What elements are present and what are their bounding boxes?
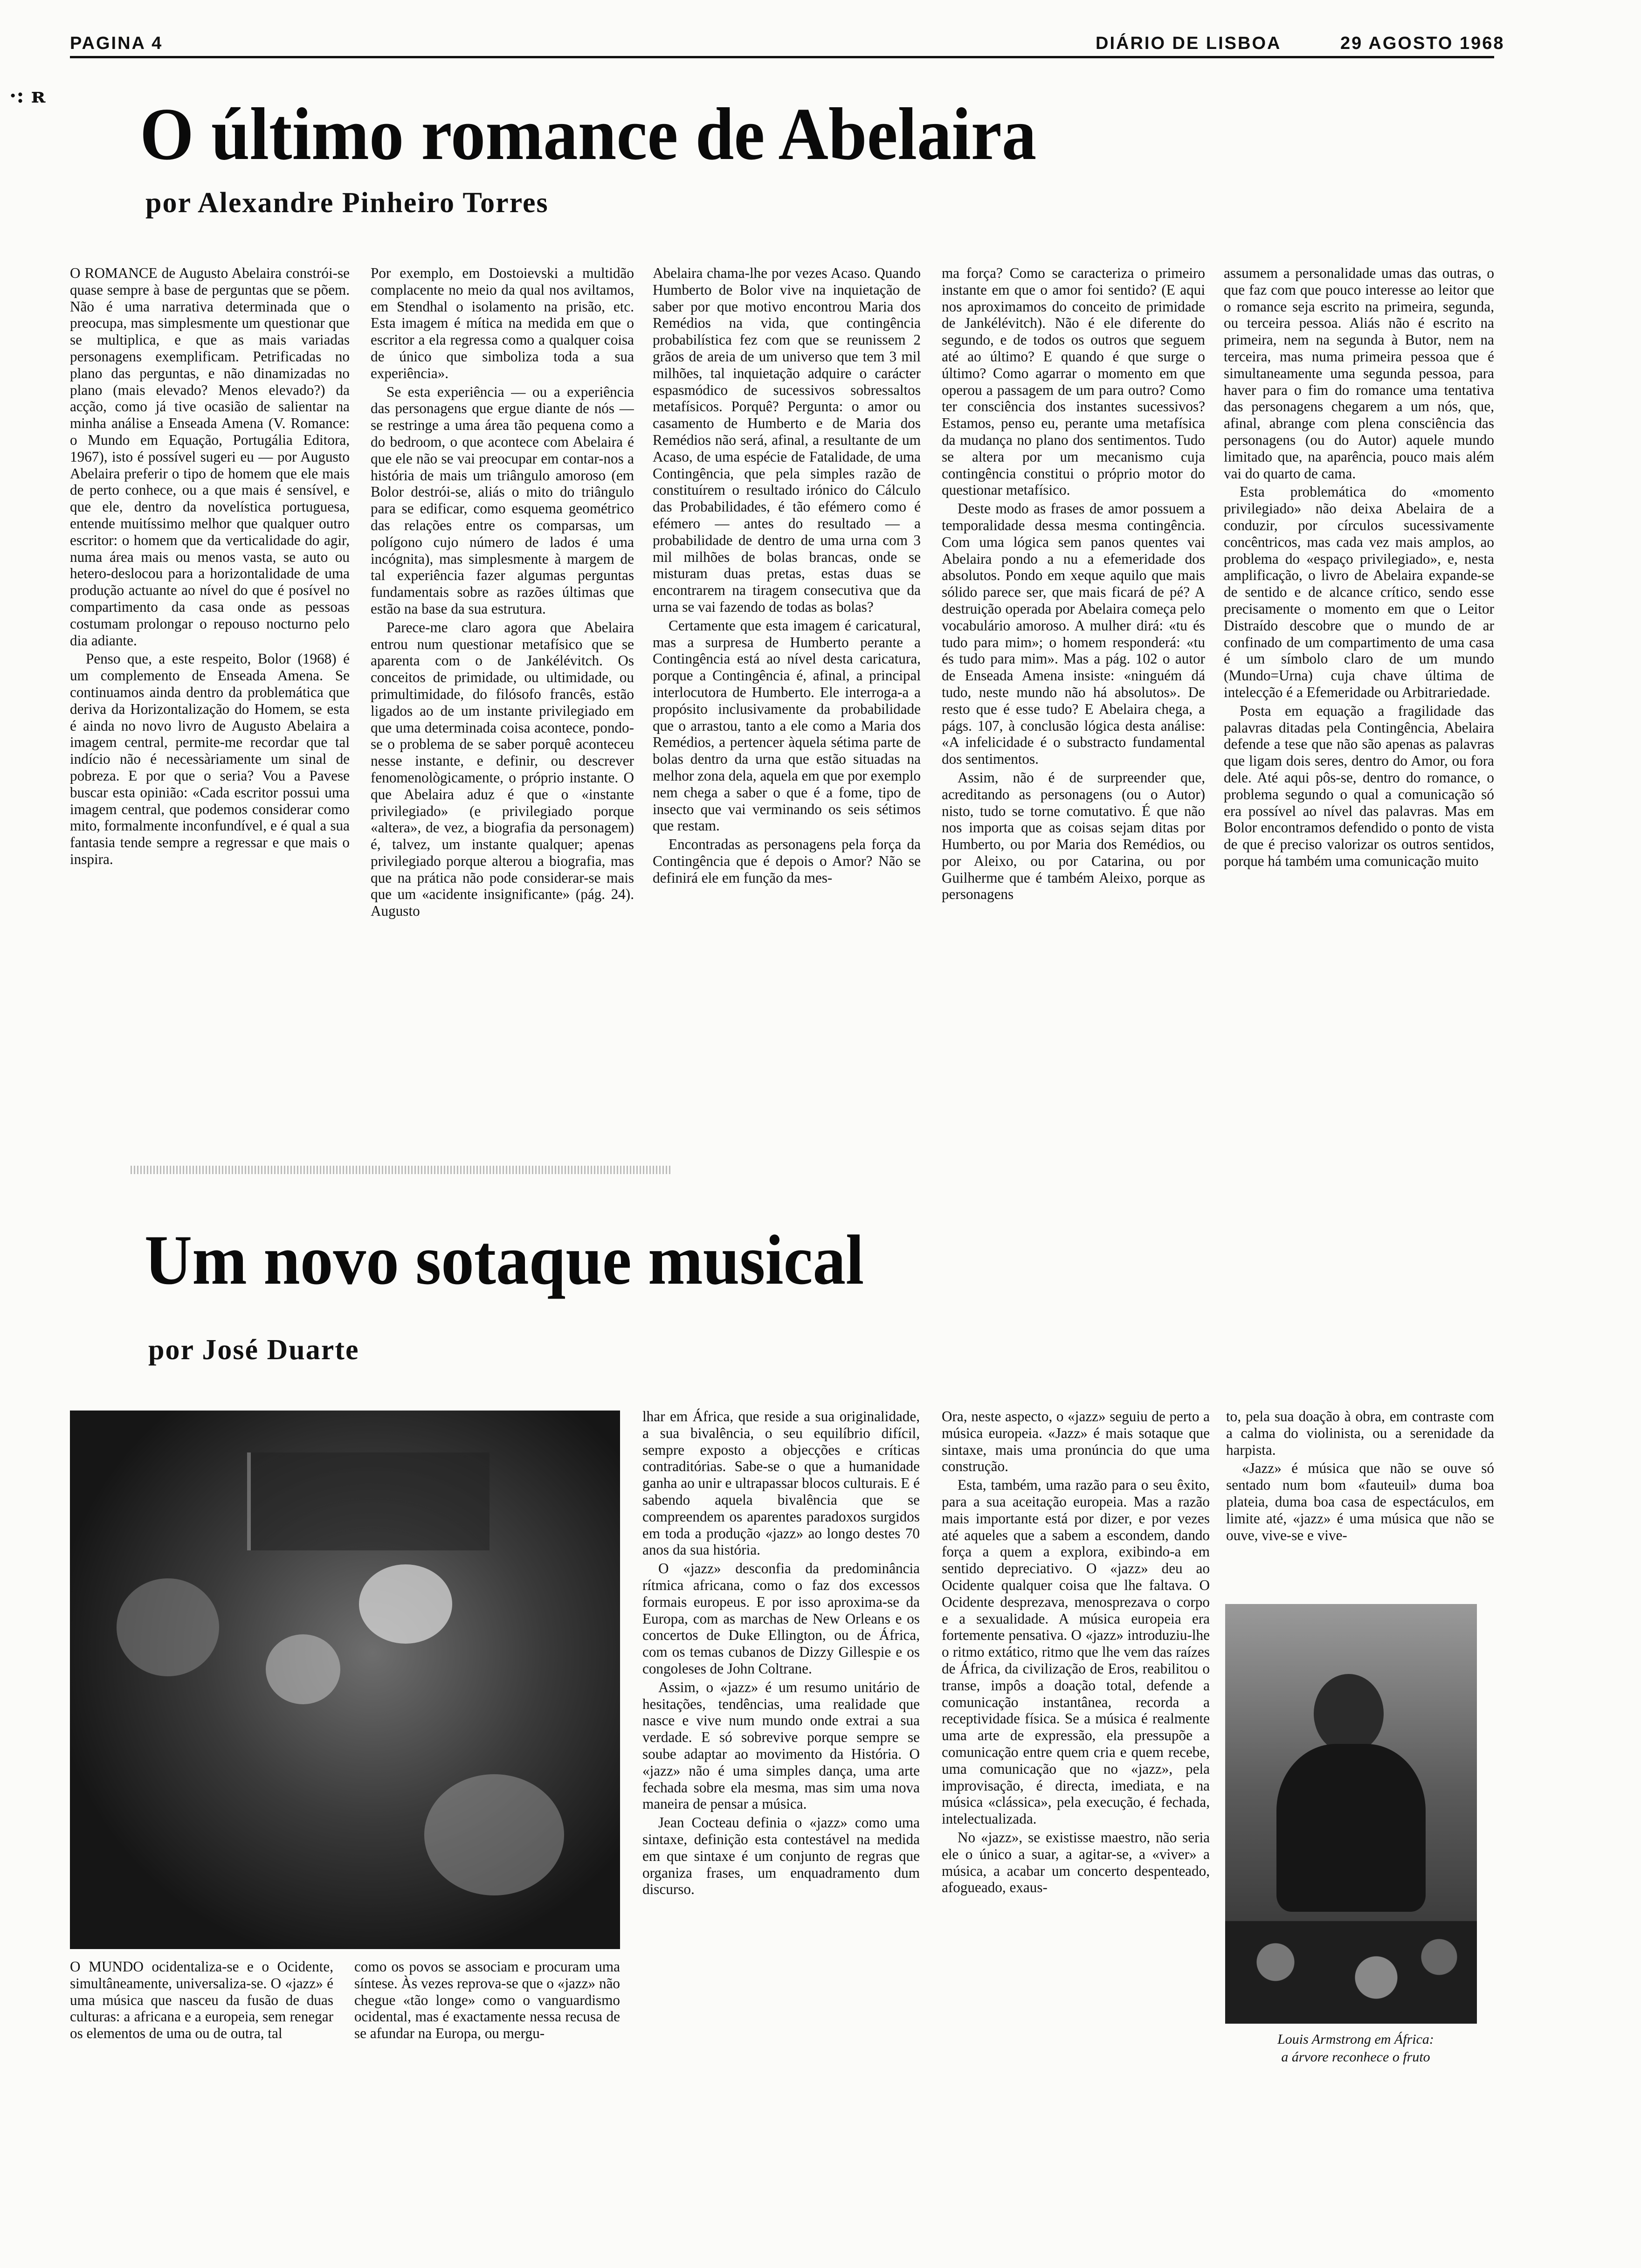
paragraph: Deste modo as frases de amor possuem a temporalidade dessa mesma contingência. Com uma lógica sem panos quentes vai Abelaira pondo a nu a efemeridade dos absolutos. Pondo em xeque aquilo que mais sólido parece ser, que mais ficará de pé? A destruição operada por Abelaira começa pelo vocabulário amoroso. A mulher dirá: «tu és tudo para mim»; o homem responderá: «tu és tudo para mim». Mas a pág. 102 o autor de Enseada Amena insiste: «ninguém dá tudo, neste mundo não há absolutos». De resto que é esse tudo? E Abelaira chega, a págs. 107, à conclusão lógica desta análise: «A infelicidade é o substracto fundamental dos sentimentos. <box>942 500 1205 768</box>
article2-title: Um novo sotaque musical <box>145 1221 864 1299</box>
paragraph: Esta problemática do «momento privilegiado» não deixa Abelaira de a conduzir, por círculos sucessivamente concêntricos, mas cada vez mais amplos, ao problema do «espaço privilegiado», e, nesta amplificação, o livro de Abelaira expande-se de sentido e de alcance crítico, sendo esse precisamente o momento em que o Leitor Distraído descobre que o mundo de ar confinado de um compartimento de uma casa é um símbolo claro de um mundo (Mundo=Urna) cuja chave última de intelecção é a Efemeridade ou Arbitrariedade. <box>1224 484 1494 700</box>
paragraph: O MUNDO ocidentaliza-se e o Ocidente, simultâneamente, universaliza-se. O «jazz» é uma música que nasceu da fusão de duas culturas: a africana e a europeia, sem renegar os elementos de uma ou de outra, tal <box>70 1958 333 2042</box>
photo-face <box>1314 1674 1384 1753</box>
paragraph: assumem a personalidade umas das outras, o que faz com que pouco interesse ao leitor que o romance seja escrito na primeira, segunda, ou terceira pessoa. Aliás não é escrito na primeira, nem na segunda à Butor, nem na terceira, mas numa primeira pessoa que é simultaneamente uma segunda pessoa, para haver para o fim do romance uma tentativa das personagens chegarem a um nós, que, afinal, abrange com plena consciência das personagens (ou do Autor) aquele mundo limitado que, na aparência, pouco mais além vai do quarto de cama. <box>1224 265 1494 482</box>
newspaper-name: DIÁRIO DE LISBOA <box>1096 34 1282 53</box>
photo-caption-line-1: Louis Armstrong em África: <box>1277 2032 1434 2047</box>
article2-byline: por José Duarte <box>148 1334 359 1366</box>
photo-crowd <box>1225 1921 1477 2024</box>
article1-column-1 <box>70 265 350 1144</box>
article2-column-3 <box>642 1408 920 2112</box>
article1-column-2 <box>371 265 634 1144</box>
paragraph: Abelaira chama-lhe por vezes Acaso. Quando Humberto de Bolor vive na inquietação de saber por que motivo encontrou Maria dos Remédios na vida, que contingência probabilística fez com que se reunissem 2 grãos de areia de um universo que tem 3 mil milhões, tal inquietação adquire o carácter espasmódico de sucessivos sobressaltos metafísicos. Porquê? Pergunta: o amor ou casamento de Humberto e de Maria dos Remédios não será, afinal, a resultante de um Acaso, de uma espécie de Fatalidade, de uma Contingência, que pela simples razão de constituírem o resultado irónico do Cálculo das Probabilidades, é tão efémero como é efémero — antes do resultado — a probabilidade de dentro de uma urna com 3 mil milhões de bolas brancas, onde se misturam duas pretas, estas duas se encontrarem na tiragem consecutiva que da urna se vai fazendo de todas as bolas? <box>653 265 921 615</box>
paragraph: lhar em África, que reside a sua originalidade, a sua bivalência, o seu equilíbrio difícil, sempre exposto a objecções e críticas contraditórias. Sabe-se o que a humanidade ganha ao unir e ultrapassar blocos culturais. E é sabendo aquela bivalência que se compreendem os aparentes paradoxos surgidos em toda a produção «jazz» ao longo destes 70 anos da sua história. <box>642 1408 920 1558</box>
paragraph: O «jazz» desconfia da predominância rítmica africana, como o faz dos excessos formais europeus. E por isso aproxima-se da Europa, com as marchas de New Orleans e os concertos de Duke Ellington, ou de África, com os temas cubanos de Dizzy Gillespie e os congoleses de John Coltrane. <box>642 1560 920 1677</box>
paragraph: Esta, também, uma razão para o seu êxito, para a sua aceitação europeia. Mas a razão mais importante está por dizer, e por vezes até aqueles que a sabem a escondem, dando força a quem a explora, exibindo-a em sentido depreciativo. O «jazz» deu ao Ocidente qualquer coisa que lhe faltava. O Ocidente desprezava, menosprezava o corpo e a sexualidade. A música europeia era fortemente pensativa. O «jazz» introduziu-lhe o ritmo extático, ritmo que lhe vem das raízes de África, da civilização de Eros, reabilitou o transe, impôs a doação total, defende a comunicação instantânea, recorda a receptividade física. Se a música é realmente uma arte de expressão, ela pressupõe a comunicação entre quem cria e quem recebe, uma comunicação que no «jazz», pela improvisação, é directa, imediata, e na música «clássica», pela execução, é fechada, intelectualizada. <box>942 1477 1210 1827</box>
paragraph: como os povos se associam e procuram uma síntese. Às vezes reprova-se que o «jazz» não chegue «tão longe» como o vanguardismo ocidental, mas é exactamente nessa recusa de se afundar na Europa, ou mergu- <box>354 1958 620 2042</box>
photo-figure <box>1276 1744 1426 1912</box>
paragraph: Jean Cocteau definia o «jazz» como uma sintaxe, definição esta contestável na medida em que sintaxe é um conjunto de regras que organiza frases, um enquadramento dum discurso. <box>642 1814 920 1898</box>
paragraph: Parece-me claro agora que Abelaira entrou num questionar metafísico que se aparenta com o de Jankélévitch. Os conceitos de primidade, ou ultimidade, ou primultimidade, do filósofo francês, estão ligados ao de um instante privilegiado em que uma determinada coisa acontece, pondo-se o problema de se saber porquê aconteceu nesse instante, e definir, ou descrever fenomenològicamente, o próprio instante. O que Abelaira aduz é que o «instante privilegiado» (e privilegiado porque «altera», de vez, a biografia da personagem) é, talvez, um instante qualquer; apenas privilegiado porque alterou a biografia, mas que na prática não pode considerar-se mais que um «acidente insignificante» (pág. 24). Augusto <box>371 619 634 920</box>
article2-column-5 <box>1226 1408 1494 1604</box>
paragraph: ma força? Como se caracteriza o primeiro instante em que o amor foi sentido? (E aqui nos aproximamos do conceito de primidade de Jankélévitch). Não é ele diferente do segundo, e de todos os outros que seguem até ao último? E quando é que surge o último? Como agarrar o momento em que operou a passagem de um para outro? Como ter consciência dos instantes sucessivos? Estamos, penso eu, perante uma metafísica da mudança no plano dos sentimentos. Tudo se altera por um mecanismo cuja contingência constitui o próprio motor do questionar metafísico. <box>942 265 1205 498</box>
paragraph: Se esta experiência — ou a experiência das personagens que ergue diante de nós — se restringe a uma área tão pequena como a do bedroom, o que acontece com Abelaira é que ele não se vai preocupar em contar-nos a história de mais um triângulo amoroso (em Bolor destrói-se, aliás o mito do triângulo para se edificar, como esquema geométrico das relações entre os comparsas, um polígono cujo número de lados é uma incógnita), mas simplesmente à margem de tal experiência fazer algumas perguntas fundamentais sobre as razões últimas que estão na base da sua estrutura. <box>371 383 634 617</box>
paragraph: Assim, não é de surpreender que, acreditando as personagens (ou o Autor) nisto, tudo se torne comutativo. É que não nos importa que as coisas sejam ditas por Humberto, ou por Maria dos Remédios, ou por Aleixo, ou por Catarina, ou por Guilherme que é também Aleixo, porque as personagens <box>942 769 1205 903</box>
paragraph: Penso que, a este respeito, Bolor (1968) é um complemento de Enseada Amena. Se continuamos ainda dentro da problemática que deriva da Horizontalização do Homem, se esta é ainda no novo livro de Augusto Abelaira a imagem central, permite-me recordar que tal indício não é necessàriamente um sinal de pobreza. E por que o seria? Vou a Pavese buscar esta opinião: «Cada escritor possui uma imagem central, que podemos considerar como mito, formalmente inconfundível, e é qual a sua fantasia tende sempre a regressar e que mais o inspira. <box>70 650 350 867</box>
page-number: PAGINA 4 <box>70 34 163 53</box>
paragraph: Por exemplo, em Dostoievski a multidão complacente no meio da qual nos aviltamos, em Stendhal o isolamento na prisão, etc. Esta imagem é mítica na medida em que o escritor a ela regressa como a qualquer coisa de único que simboliza toda a sua experiência». <box>371 265 634 381</box>
photo-highlight <box>359 1564 452 1644</box>
article2-column-4 <box>942 1408 1210 2112</box>
paragraph: O ROMANCE de Augusto Abelaira constrói-se quase sempre à base de perguntas que se põem. Não é uma narrativa determinada que o preocupa, mas simplesmente um questionar que se multiplica, e que as mais variadas personagens exemplificam. Petrificadas no plano das perguntas, e não dinamizadas no plano (mais elevado? Menos elevado?) da acção, como já tive ocasião de salientar na minha análise a Enseada Amena (V. Romance: o Mundo em Equação, Portugália Editora, 1967), isto é possível sugeri eu — por Augusto Abelaira preferir o tipo de homem que ele mais de perto conhece, ou a que mais é sensível, e que ele, dentro da novelística portuguesa, entende muitíssimo melhor que qualquer outro escritor: o homem que da verticalidade do agir, numa área mais ou menos vasta, se auto ou hetero-deslocou para a horizontalidade de uma produção actuante ao nível do que é posível no compartimento da casa onde as pessoas costumam prolongar o repouso nocturno pelo dia adiante. <box>70 265 350 649</box>
margin-mark: ·: ʀ <box>9 84 46 108</box>
paragraph: «Jazz» é música que não se ouve só sentado num bom «fauteuil» duma boa plateia, duma boa casa de espectáculos, em limite até, «jazz» é uma música que não se ouve, vive-se e vive- <box>1226 1460 1494 1543</box>
paragraph: Posta em equação a fragilidade das palavras ditadas pela Contingência, Abelaira defende a tese que não são apenas as palavras que ligam dois seres, dentro do Amor, ou fora dele. Até aqui pôs-se, dentro do romance, o problema segundo o qual a comunicação só era possível ao nível das palavras. Mas em Bolor encontramos defendido o ponto de vista de que é preciso valorizar os outros sentidos, porque há também uma comunicação muito <box>1224 702 1494 869</box>
article1-column-5 <box>1224 265 1494 1144</box>
louis-armstrong-photo <box>1225 1604 1477 2024</box>
article2-column-1 <box>70 1958 333 2112</box>
photo-highlight <box>117 1578 219 1676</box>
article1-column-3 <box>653 265 921 1144</box>
paragraph: Encontradas as personagens pela força da Contingência que é depois o Amor? Não se definirá ele em função da mes- <box>653 836 921 886</box>
header-rule <box>70 56 1494 58</box>
paragraph: Certamente que esta imagem é caricatural, mas a surpresa de Humberto perante a Contingência está ao nível desta caricatura, porque a Contingência é, afinal, a principal interlocutora de Humberto. Ele interroga-a a propósito inclusivamente da probabilidade que o arrastou, tanto a ele como a Maria dos Remédios, a pertencer àquela sétima parte de bolas dentro da urna que estão situadas na melhor zona dela, aquela em que por exemplo nem chega a saber o que é a fome, tipo de insecto que vai verminando os seis sétimos que restam. <box>653 617 921 834</box>
paragraph: to, pela sua doação à obra, em contraste com a calma do violinista, ou a serenidade da harpista. <box>1226 1408 1494 1458</box>
photo-piano <box>247 1452 490 1550</box>
article1-title: O último romance de Abelaira <box>140 92 1037 175</box>
article-separator <box>131 1166 671 1174</box>
photo-caption-line-2: a árvore reconhece o fruto <box>1281 2049 1430 2065</box>
paragraph: No «jazz», se existisse maestro, não seria ele o único a suar, a agitar-se, a «viver» a música, a acabar um concerto despenteado, afogueado, exaus- <box>942 1829 1210 1896</box>
article1-byline: por Alexandre Pinheiro Torres <box>145 187 549 219</box>
photo-highlight <box>266 1634 340 1704</box>
paragraph: Assim, o «jazz» é um resumo unitário de hesitações, tendências, uma realidade que nasce e vive num mundo onde extrai a sua verdade. E só sobrevive porque sempre se soube adaptar ao movimento da História. O «jazz» não é uma simples dança, uma arte fechada sobre ela mesma, mas sim uma nova maneira de pensar a música. <box>642 1679 920 1812</box>
article2-column-2 <box>354 1958 620 2112</box>
article1-column-4 <box>942 265 1205 1144</box>
jazz-band-photo <box>70 1411 620 1949</box>
issue-date: 29 AGOSTO 1968 <box>1340 34 1505 53</box>
photo-caption <box>1225 2031 1486 2066</box>
paragraph: Ora, neste aspecto, o «jazz» seguiu de perto a música europeia. «Jazz» é mais sotaque que sintaxe, mais uma pronúncia do que uma construção. <box>942 1408 1210 1475</box>
photo-highlight <box>424 1774 564 1895</box>
